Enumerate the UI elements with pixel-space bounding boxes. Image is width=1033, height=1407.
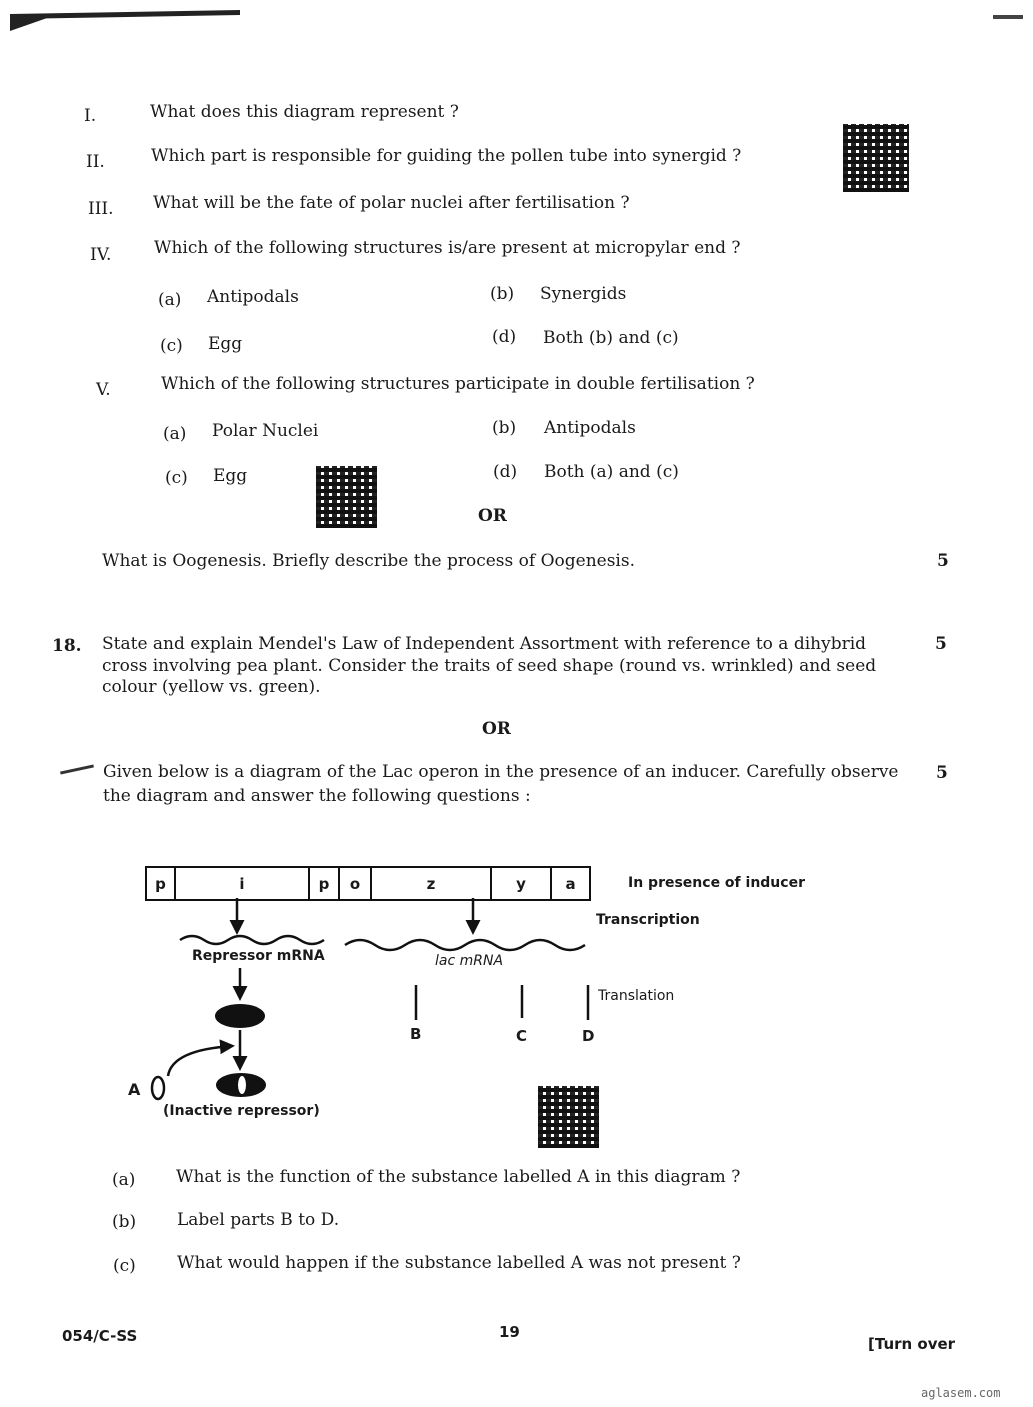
repressor-mrna-label: Repressor mRNA (192, 948, 325, 964)
turn-over: [Turn over (868, 1335, 956, 1353)
lac-mrna-label: lac mRNA (435, 953, 504, 969)
question-line: the diagram and answer the following questions : (103, 786, 531, 806)
question-number: IV. (90, 245, 112, 265)
label-b: B (410, 1025, 422, 1043)
transcription-label: Transcription (596, 912, 700, 928)
option-label: (c) (165, 468, 188, 488)
gene-p: p (147, 868, 176, 899)
question-text: What is Oogenesis. Briefly describe the process of Oogenesis. (102, 551, 636, 571)
question-line: State and explain Mendel's Law of Independent Assortment with reference to a dihybrid (102, 634, 867, 654)
gene-promoter: p (310, 868, 340, 899)
option-text: Both (b) and (c) (543, 328, 679, 348)
sub-question-text: What would happen if the substance labelled A was not present ? (177, 1253, 741, 1273)
question-number: 18. (52, 636, 82, 656)
option-text: Egg (213, 466, 248, 486)
presence-label: In presence of inducer (628, 875, 805, 891)
question-line: cross involving pea plant. Consider the traits of seed shape (round vs. wrinkled) and seed (102, 656, 877, 676)
option-text: Both (a) and (c) (544, 462, 679, 482)
sub-question-label: (c) (113, 1256, 136, 1276)
question-text: What will be the fate of polar nuclei after fertilisation ? (153, 193, 630, 213)
gene-a: a (565, 874, 576, 893)
label-a: A (128, 1080, 141, 1099)
translation-label: Translation (598, 988, 675, 1004)
option-label: (a) (163, 424, 187, 444)
question-text: Which of the following structures is/are present at micropylar end ? (154, 238, 741, 258)
gene-y: y (492, 868, 552, 899)
sub-question-text: Label parts B to D. (177, 1210, 340, 1230)
sub-question-label: (b) (112, 1212, 137, 1232)
question-number: V. (96, 380, 111, 400)
inducer-bound (238, 1076, 246, 1094)
sub-question-label: (a) (112, 1170, 136, 1190)
question-number: III. (88, 199, 114, 219)
arrow-inducer-binding (168, 1046, 232, 1076)
option-label: (b) (490, 284, 515, 304)
inactive-repressor-label: (Inactive repressor) (163, 1103, 320, 1119)
question-text: Which of the following structures participate in double fertilisation ? (161, 374, 755, 394)
label-d: D (582, 1027, 595, 1045)
or-separator: OR (482, 719, 511, 739)
sub-question-text: What is the function of the substance labelled A in this diagram ? (176, 1167, 741, 1187)
gene-z: z (372, 868, 492, 899)
inducer-a-shape (152, 1077, 164, 1099)
question-line: colour (yellow vs. green). (102, 677, 321, 697)
option-text: Antipodals (544, 418, 636, 438)
repressor-protein (215, 1004, 265, 1028)
marks: 5 (936, 763, 948, 783)
page-number: 19 (499, 1323, 520, 1341)
question-number: II. (86, 152, 105, 172)
option-label: (d) (493, 462, 518, 482)
question-text: Which part is responsible for guiding the pollen tube into synergid ? (151, 146, 742, 166)
option-label: (d) (492, 327, 517, 347)
paper-code: 054/C-SS (62, 1327, 138, 1345)
question-number: I. (84, 106, 97, 126)
qr-code (538, 1086, 599, 1148)
option-text: Antipodals (207, 287, 299, 307)
option-label: (a) (158, 290, 182, 310)
lac-mrna-wave (345, 940, 585, 950)
option-label: (c) (160, 336, 183, 356)
watermark: aglasem.com (921, 1386, 1001, 1400)
gene-operator: o (340, 868, 372, 899)
option-text: Synergids (540, 284, 627, 304)
option-label: (b) (492, 418, 517, 438)
marks: 5 (935, 634, 947, 654)
gene-i: i (176, 868, 310, 899)
label-c: C (516, 1027, 528, 1045)
or-separator: OR (478, 506, 507, 526)
marks: 5 (937, 551, 949, 571)
question-text: What does this diagram represent ? (150, 102, 459, 122)
question-line: Given below is a diagram of the Lac operon in the presence of an inducer. Carefully observe (103, 762, 899, 782)
option-text: Egg (208, 334, 243, 354)
option-text: Polar Nuclei (212, 421, 319, 441)
repressor-mrna-wave (180, 936, 324, 944)
